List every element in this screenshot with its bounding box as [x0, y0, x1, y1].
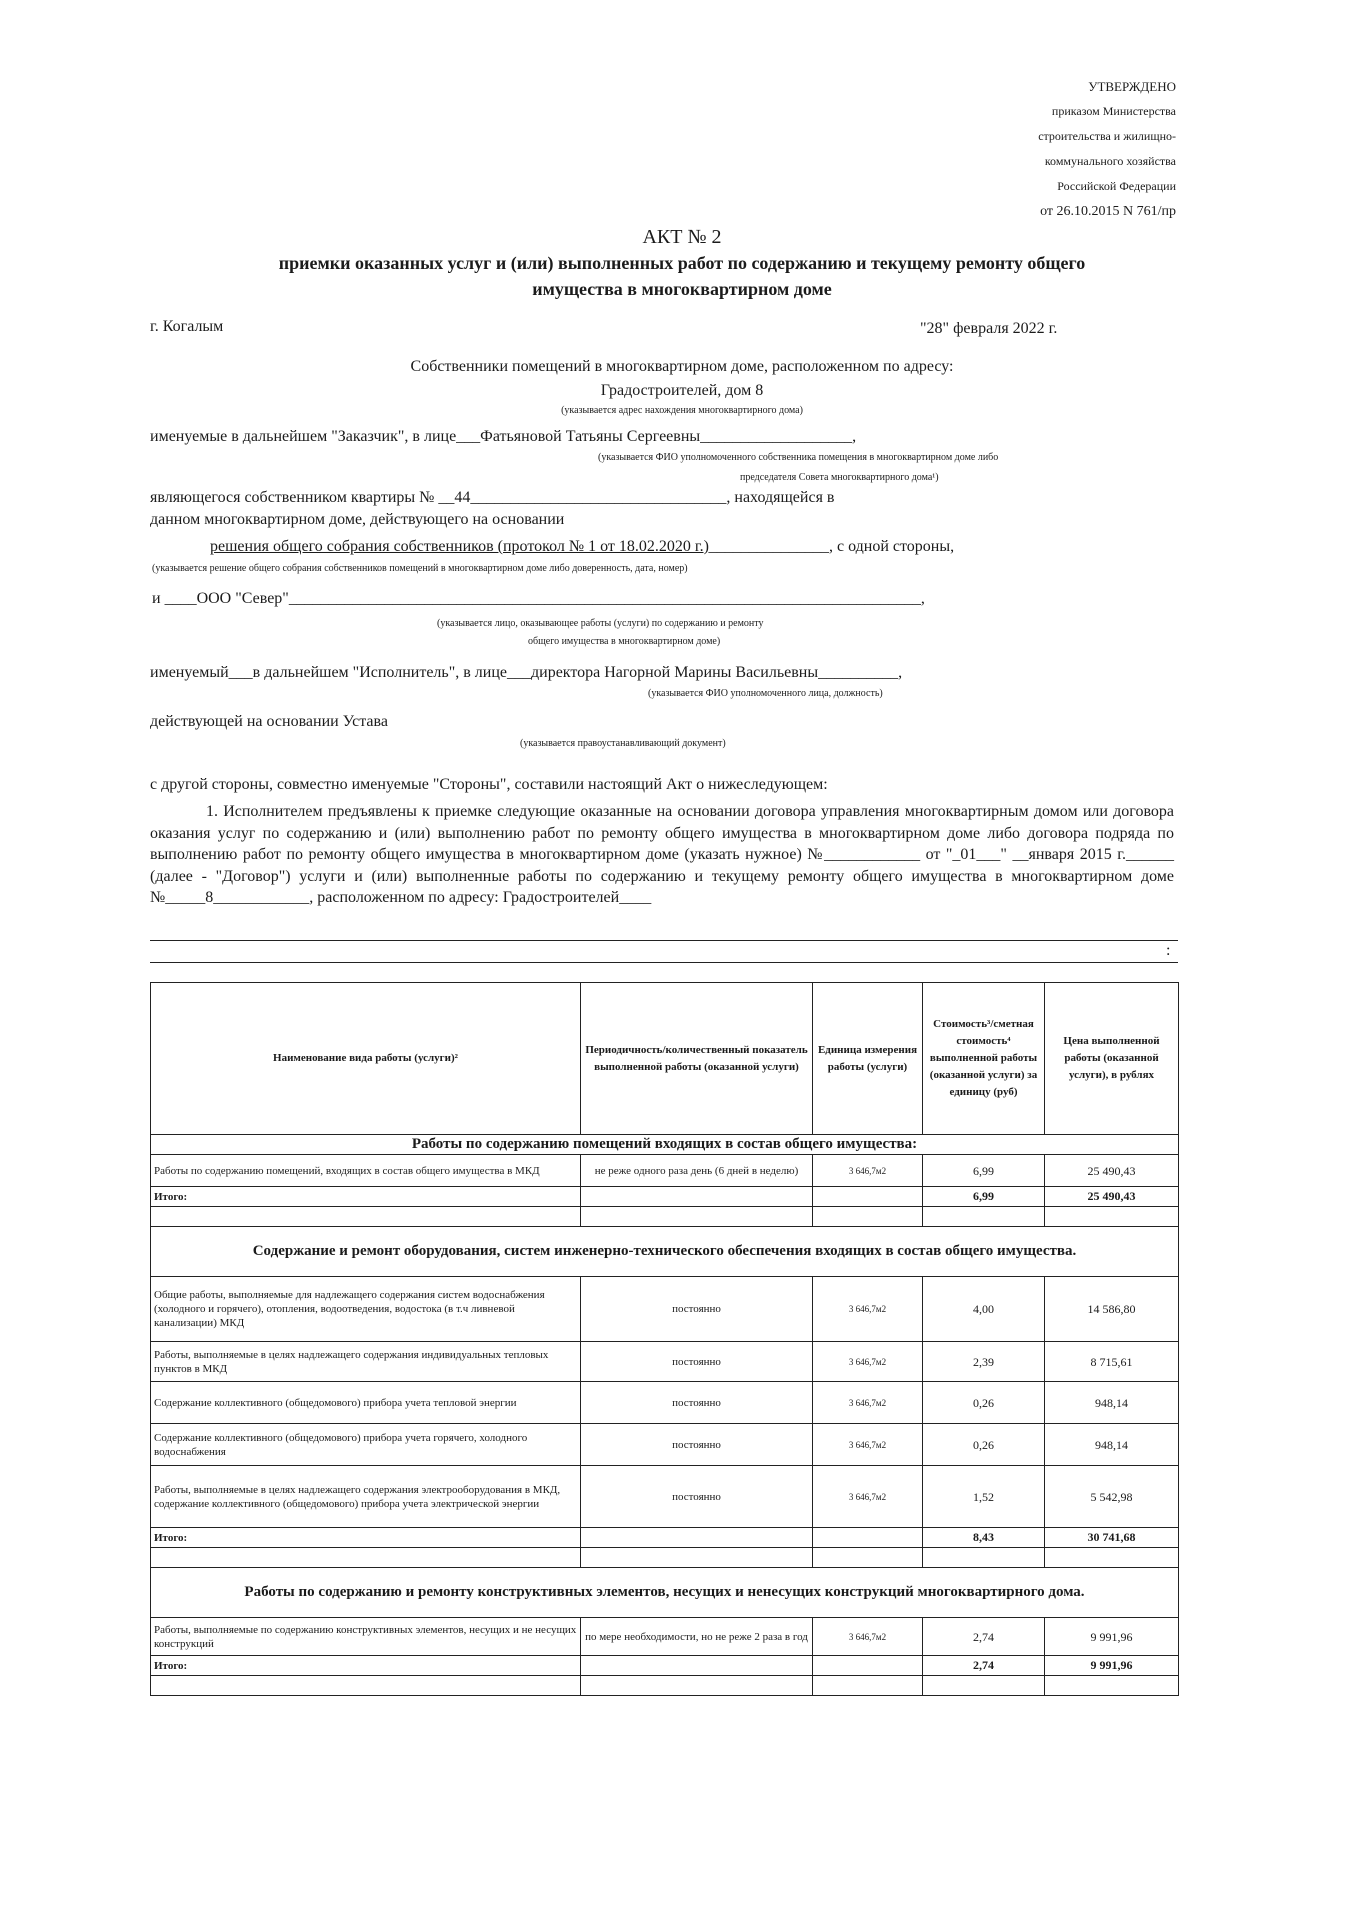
- city: г. Когалым: [150, 318, 224, 335]
- address-note: (указывается адрес нахождения многоквартирного дома): [561, 405, 803, 416]
- customer-note: председателя Совета многоквартирного дома¹): [740, 472, 939, 483]
- basis-line: [210, 538, 954, 556]
- total-row: [151, 1656, 1179, 1676]
- work-period: постоянно: [581, 1277, 813, 1342]
- work-name: Содержание коллективного (общедомового) прибора учета тепловой энергии: [151, 1382, 581, 1424]
- executor-line: [150, 664, 902, 682]
- clause-colon: :: [1166, 942, 1171, 959]
- work-unit: 3 646,7м2: [813, 1618, 923, 1656]
- blank-row: [151, 1676, 1179, 1696]
- owners-line: Собственники помещений в многоквартирном доме, расположенном по адресу:: [410, 358, 954, 375]
- table-row: [151, 1342, 1179, 1382]
- customer-suffix: ___________________,: [700, 428, 857, 445]
- preamble: с другой стороны, совместно именуемые "Стороны", составили настоящий Акт о нижеследующем:: [150, 776, 828, 793]
- work-price: 9 991,96: [1045, 1618, 1179, 1656]
- act-number: АКТ № 2: [642, 226, 722, 248]
- table-row: [151, 1155, 1179, 1187]
- house-line: данном многоквартирном доме, действующего на основании: [150, 511, 565, 528]
- table-row: [151, 1382, 1179, 1424]
- work-cost: 2,74: [923, 1618, 1045, 1656]
- approval-line: коммунального хозяйства: [1044, 154, 1176, 168]
- table-row: [151, 1424, 1179, 1466]
- act-date: "28" февраля 2022 г.: [920, 320, 1058, 337]
- total-price: 25 490,43: [1045, 1187, 1179, 1207]
- work-period: постоянно: [581, 1382, 813, 1424]
- table-header-row: [151, 983, 1179, 1135]
- empty-cell: [813, 1656, 923, 1676]
- work-period: постоянно: [581, 1424, 813, 1466]
- work-period: постоянно: [581, 1342, 813, 1382]
- act-title-line1: приемки оказанных услуг и (или) выполненных работ по содержанию и текущему ремонту общего: [278, 253, 1086, 273]
- approval-line: строительства и жилищно-: [1038, 129, 1176, 143]
- approval-order: от 26.10.2015 N 761/пр: [1040, 204, 1176, 219]
- basis-text: решения общего собрания собственников (протокол № 1 от 18.02.2020 г.): [210, 538, 709, 555]
- empty-cell: [813, 1187, 923, 1207]
- work-price: 5 542,98: [1045, 1466, 1179, 1528]
- work-period: постоянно: [581, 1466, 813, 1528]
- section-row: [151, 1227, 1179, 1277]
- work-cost: 6,99: [923, 1155, 1045, 1187]
- total-price: 9 991,96: [1045, 1656, 1179, 1676]
- table-row: [151, 1618, 1179, 1656]
- executor-suffix: __________,: [818, 664, 903, 681]
- empty-cell: [581, 1528, 813, 1548]
- total-cost: 6,99: [923, 1187, 1045, 1207]
- work-period: не реже одного раза день (6 дней в неделю): [581, 1155, 813, 1187]
- section-title: Работы по содержанию и ремонту конструктивных элементов, несущих и ненесущих конструкций многоквартирного дома.: [151, 1568, 1179, 1618]
- work-cost: 2,39: [923, 1342, 1045, 1382]
- work-price: 25 490,43: [1045, 1155, 1179, 1187]
- blank-row: [151, 1548, 1179, 1568]
- work-unit: 3 646,7м2: [813, 1277, 923, 1342]
- total-row: [151, 1187, 1179, 1207]
- header-name: Наименование вида работы (услуги)²: [151, 983, 581, 1135]
- empty-cell: [813, 1528, 923, 1548]
- work-unit: 3 646,7м2: [813, 1382, 923, 1424]
- executor-name: директора Нагорной Марины Васильевны: [531, 664, 819, 681]
- customer-name: Фатьяновой Татьяны Сергеевны: [480, 428, 701, 445]
- total-cost: 8,43: [923, 1528, 1045, 1548]
- basis-note: (указывается решение общего собрания собственников помещений в многоквартирном доме либо доверенность, дата, номер): [152, 563, 688, 574]
- basis-suffix: _______________, с одной стороны,: [709, 538, 955, 555]
- work-cost: 0,26: [923, 1382, 1045, 1424]
- owner-flat-suffix: ________________________________, находящейся в: [470, 489, 835, 506]
- empty-cell: [581, 1187, 813, 1207]
- approval-line: Российской Федерации: [1057, 179, 1176, 193]
- section-title: Работы по содержанию помещений входящих в состав общего имущества:: [151, 1135, 1179, 1155]
- header-price: Цена выполненной работы (оказанной услуги), в рублях: [1045, 983, 1179, 1135]
- blank-row: [151, 1207, 1179, 1227]
- header-cost: Стоимость³/сметная стоимость⁴ выполненной работы (оказанной услуги) за единицу (руб): [923, 983, 1045, 1135]
- work-name: Общие работы, выполняемые для надлежащего содержания систем водоснабжения (холодного и горячего), отопления, водоотведения, водостока (в т.ч ливневой канализации) МКД: [151, 1277, 581, 1342]
- work-name: Работы, выполняемые в целях надлежащего содержания электрооборудования в МКД, содержание коллективного (общедомового) прибора учета электрической энергии: [151, 1466, 581, 1528]
- contractor-prefix: и ____: [152, 590, 197, 607]
- approval-line: приказом Министерства: [1051, 104, 1176, 118]
- work-cost: 0,26: [923, 1424, 1045, 1466]
- executor-note: (указывается ФИО уполномоченного лица, должность): [648, 688, 883, 699]
- owners-address: Градостроителей, дом 8: [600, 382, 764, 399]
- total-label: Итого:: [151, 1656, 581, 1676]
- total-label: Итого:: [151, 1187, 581, 1207]
- approval-block: [1038, 74, 1176, 224]
- total-price: 30 741,68: [1045, 1528, 1179, 1548]
- clause-1: [150, 801, 1174, 909]
- work-period: по мере необходимости, но не реже 2 раза в год: [581, 1618, 813, 1656]
- work-cost: 1,52: [923, 1466, 1045, 1528]
- acting-basis: действующей на основании Устава: [150, 713, 388, 730]
- executor-prefix: именуемый___в дальнейшем "Исполнитель", в лице___: [150, 664, 531, 681]
- work-unit: 3 646,7м2: [813, 1155, 923, 1187]
- contractor-name: ООО "Север": [196, 590, 289, 607]
- work-price: 948,14: [1045, 1424, 1179, 1466]
- work-name: Работы по содержанию помещений, входящих в состав общего имущества в МКД: [151, 1155, 581, 1187]
- section-title: Содержание и ремонт оборудования, систем инженерно-технического обеспечения входящих в состав общего имущества.: [151, 1227, 1179, 1277]
- customer-line: [150, 428, 856, 446]
- header-period: Периодичность/количественный показатель выполненной работы (оказанной услуги): [581, 983, 813, 1135]
- work-price: 8 715,61: [1045, 1342, 1179, 1382]
- work-unit: 3 646,7м2: [813, 1424, 923, 1466]
- owner-flat-number: 44: [454, 489, 471, 506]
- contractor-line: [152, 590, 925, 608]
- empty-cell: [581, 1656, 813, 1676]
- work-unit: 3 646,7м2: [813, 1342, 923, 1382]
- table-row: [151, 1466, 1179, 1528]
- header-unit: Единица измерения работы (услуги): [813, 983, 923, 1135]
- contractor-suffix: _______________________________________________________________________________,: [288, 590, 925, 607]
- work-price: 948,14: [1045, 1382, 1179, 1424]
- work-price: 14 586,80: [1045, 1277, 1179, 1342]
- owner-flat-line: [150, 489, 834, 507]
- work-name: Работы, выполняемые по содержанию конструктивных элементов, несущих и не несущих конструкций: [151, 1618, 581, 1656]
- total-row: [151, 1528, 1179, 1548]
- customer-note: (указывается ФИО уполномоченного собственника помещения в многоквартирном доме либо: [598, 452, 999, 463]
- works-table: [150, 982, 1179, 1696]
- total-label: Итого:: [151, 1528, 581, 1548]
- total-cost: 2,74: [923, 1656, 1045, 1676]
- contractor-note: (указывается лицо, оказывающее работы (услуги) по содержанию и ремонту: [437, 618, 764, 629]
- acting-note: (указывается правоустанавливающий документ): [520, 738, 726, 749]
- customer-prefix: именуемые в дальнейшем "Заказчик", в лице___: [150, 428, 481, 445]
- contractor-note: общего имущества в многоквартирном доме): [528, 636, 721, 647]
- work-cost: 4,00: [923, 1277, 1045, 1342]
- section-row: [151, 1568, 1179, 1618]
- section-row: [151, 1135, 1179, 1155]
- table-row: [151, 1277, 1179, 1342]
- address-underline: [150, 940, 1178, 941]
- owner-flat-prefix: являющегося собственником квартиры № __: [150, 489, 455, 506]
- clause-1-text: 1. Исполнителем предъявлены к приемке следующие оказанные на основании договора управления многоквартирным домом или договора оказания услуг по содержанию и (или) выполнению работ по ремонту общего имущества в многоквартирном доме либо договора подряда по выполнению работ по ремонту общего имущества в многоквартирном доме (указать нужное) №____________ от "_01___" __января 2015 г.______ (далее - "Договор") услуги и (или) выполненные работы по содержанию и текущему ремонту общего имущества в многоквартирном доме №_____8____________, расположенном по адресу: Градостроителей____: [150, 803, 1174, 906]
- work-unit: 3 646,7м2: [813, 1466, 923, 1528]
- act-title-line2: имущества в многоквартирном доме: [532, 279, 832, 299]
- work-name: Работы, выполняемые в целях надлежащего содержания индивидуальных тепловых пунктов в МКД: [151, 1342, 581, 1382]
- divider-line: [150, 962, 1178, 963]
- work-name: Содержание коллективного (общедомового) прибора учета горячего, холодного водоснабжения: [151, 1424, 581, 1466]
- approval-title: УТВЕРЖДЕНО: [1088, 79, 1176, 94]
